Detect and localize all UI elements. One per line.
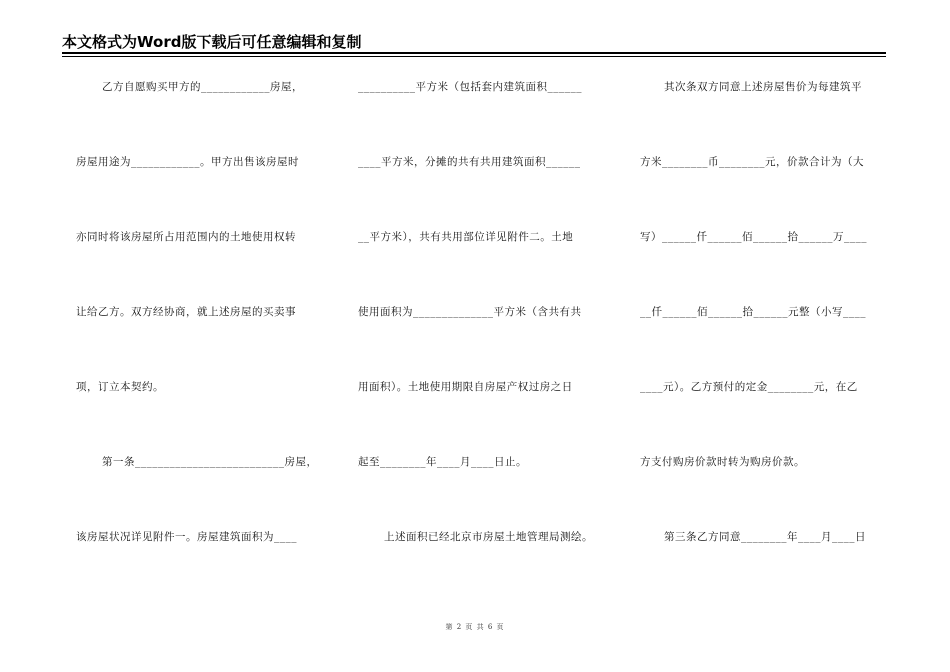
header-rule-thin [62, 56, 886, 57]
text-line: ____平方米，分摊的共有共用建筑面积______ [358, 156, 581, 168]
text-line: 项，订立本契约。 [76, 381, 164, 393]
text-line: 该房屋状况详见附件一。房屋建筑面积为____ [76, 531, 297, 543]
text-line: 亦同时将该房屋所占用范围内的土地使用权转 [76, 231, 296, 243]
text-line: __仟______佰______拾______元整（小写____ [640, 306, 866, 318]
text-line: 起至________年____月____日止。 [358, 456, 527, 468]
text-line: 第三条乙方同意________年____月____日 [664, 531, 866, 543]
text-line: 写）______仟______佰______拾______万____ [640, 231, 867, 243]
text-line: 房屋用途为____________。甲方出售该房屋时 [76, 156, 299, 168]
text-line: ____元）。乙方预付的定金________元，在乙 [640, 381, 858, 393]
text-line: 使用面积为______________平方米（含共有共 [358, 306, 582, 318]
text-line: 让给乙方。双方经协商，就上述房屋的买卖事 [76, 306, 296, 318]
page-number: 第 2 页 共 6 页 [445, 623, 505, 631]
text-line: 乙方自愿购买甲方的____________房屋， [102, 81, 303, 93]
text-line: __________平方米（包括套内建筑面积______ [358, 81, 582, 93]
text-line: 用面积）。土地使用期限自房屋产权过房之日 [358, 381, 573, 393]
text-line: 其次条双方同意上述房屋售价为每建筑平 [664, 81, 862, 93]
text-line: 第一条__________________________房屋， [102, 456, 318, 468]
text-line: 方米________币________元，价款合计为（大 [640, 156, 864, 168]
page-header [62, 32, 886, 52]
header-title: 本文格式为Word版下载后可任意编辑和复制 [62, 33, 362, 51]
text-line: 上述面积已经北京市房屋土地管理局测绘。 [384, 531, 593, 543]
header-rule-thick [62, 52, 886, 54]
text-line: 方支付购房价款时转为购房价款。 [640, 456, 805, 468]
text-line: __平方米），共有共用部位详见附件二。土地 [358, 231, 574, 243]
